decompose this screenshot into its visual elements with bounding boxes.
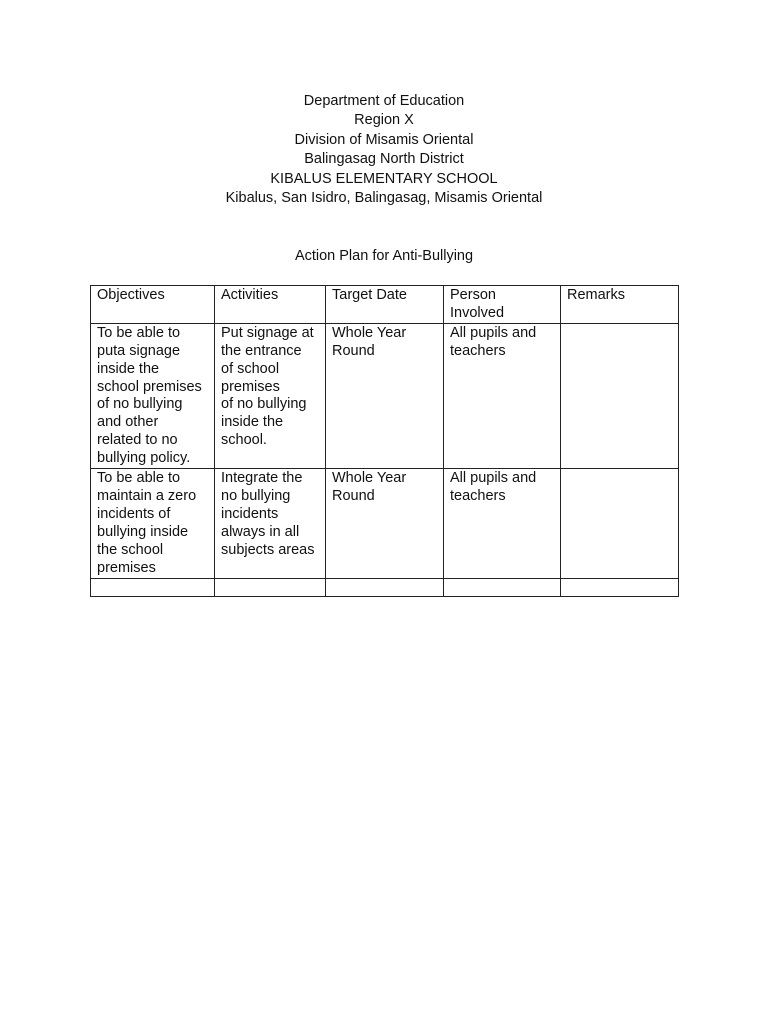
- document-title: Action Plan for Anti-Bullying: [294, 248, 474, 264]
- cell-remarks: [561, 469, 679, 578]
- table-row: [91, 323, 679, 468]
- cell-empty: [561, 578, 679, 596]
- cell-objectives: To be able to puta signage inside the school premises of no bullying and other related to no bullying policy.: [91, 323, 215, 468]
- letterhead: [0, 92, 768, 208]
- cell-objectives: To be able to maintain a zero incidents of bullying inside the school premises: [91, 469, 215, 578]
- table-row: [91, 469, 679, 578]
- header-person-involved: Person Involved: [444, 286, 561, 324]
- cell-empty: [326, 578, 444, 596]
- header-remarks: Remarks: [561, 286, 679, 324]
- header-target-date: Target Date: [326, 286, 444, 324]
- cell-person-involved: All pupils and teachers: [444, 469, 561, 578]
- header-objectives: Objectives: [91, 286, 215, 324]
- cell-activities: Integrate the no bullying incidents always in all subjects areas: [215, 469, 326, 578]
- cell-remarks: [561, 323, 679, 468]
- cell-empty: [91, 578, 215, 596]
- cell-empty: [215, 578, 326, 596]
- table-row-empty: [91, 578, 679, 596]
- cell-activities: Put signage at the entrance of school premises of no bullying inside the school.: [215, 323, 326, 468]
- header-activities: Activities: [215, 286, 326, 324]
- letterhead-district: Balingasag North District: [304, 151, 464, 168]
- letterhead-school-name: KIBALUS ELEMENTARY SCHOOL: [270, 170, 498, 187]
- cell-target-date: Whole Year Round: [326, 469, 444, 578]
- letterhead-region: Region X: [354, 112, 414, 129]
- cell-person-involved: All pupils and teachers: [444, 323, 561, 468]
- cell-target-date: Whole Year Round: [326, 323, 444, 468]
- letterhead-address: Kibalus, San Isidro, Balingasag, Misamis Oriental: [225, 190, 543, 207]
- letterhead-division: Division of Misamis Oriental: [294, 131, 474, 148]
- action-plan-table: [90, 285, 679, 597]
- cell-empty: [444, 578, 561, 596]
- letterhead-department: Department of Education: [303, 93, 465, 109]
- table-header-row: [91, 286, 679, 324]
